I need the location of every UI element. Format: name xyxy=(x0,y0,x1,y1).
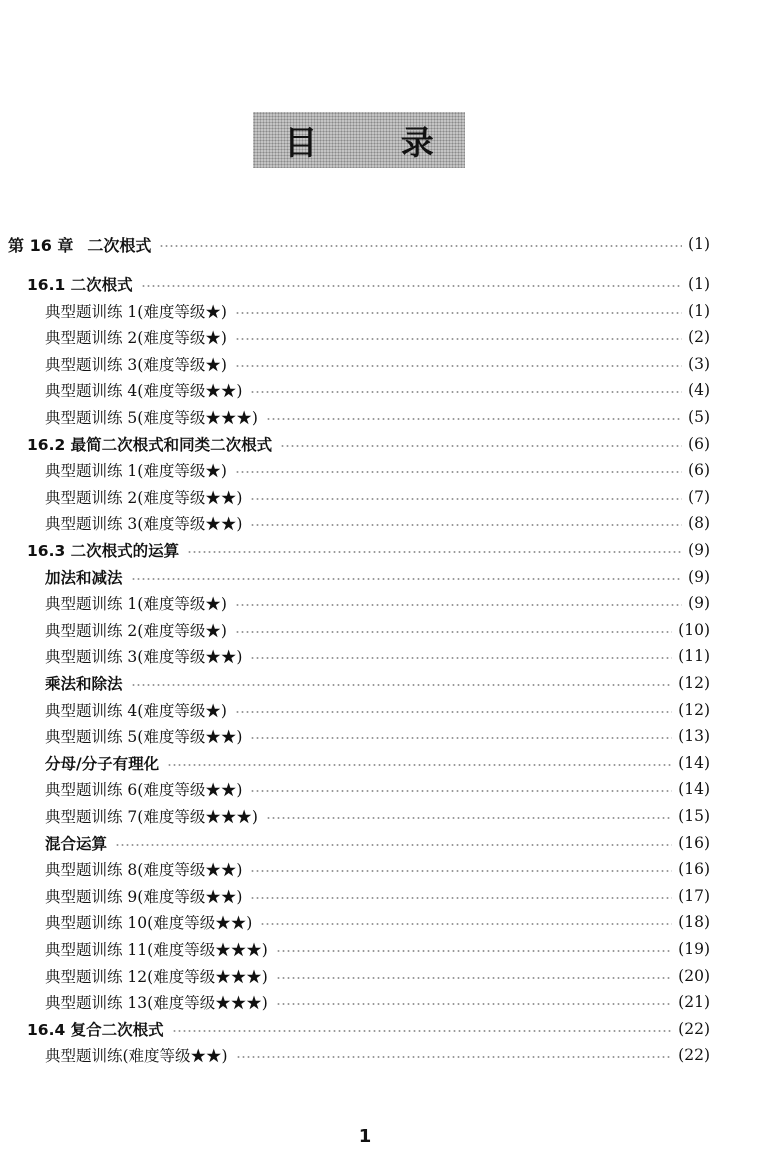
dot-leader xyxy=(266,418,682,420)
entry-page: (22) xyxy=(678,1019,710,1038)
entry-page: (12) xyxy=(678,674,710,692)
dot-leader xyxy=(266,817,672,819)
entry-page: (18) xyxy=(678,913,710,932)
dot-leader xyxy=(172,1030,673,1032)
entry-page: (1) xyxy=(688,275,710,293)
entry-page: (16) xyxy=(678,860,710,879)
entry-label: 典型题训练 13(难度等级★★★) xyxy=(45,994,268,1013)
entry-page: (21) xyxy=(678,993,710,1012)
entry-label: 典型题训练 10(难度等级★★) xyxy=(45,914,253,933)
entry-page: (3) xyxy=(688,354,710,373)
section-entry[interactable] xyxy=(27,1017,710,1041)
dot-leader xyxy=(250,657,672,659)
subsection-entry[interactable] xyxy=(45,751,710,775)
entry-page: (6) xyxy=(688,461,710,480)
entry-label: 典型题训练 2(难度等级★) xyxy=(45,621,227,640)
entry-page: (10) xyxy=(678,620,710,639)
entry-page: (9) xyxy=(688,567,710,586)
chapter-label: 第 16 章 二次根式 xyxy=(8,235,152,255)
dot-leader xyxy=(235,471,682,473)
toc-entry[interactable] xyxy=(45,724,710,748)
dot-leader xyxy=(115,844,672,846)
toc-entry[interactable] xyxy=(45,804,710,828)
entry-label: 典型题训练(难度等级★★) xyxy=(45,1047,228,1066)
dot-leader xyxy=(131,684,673,686)
entry-label: 分母/分子有理化 xyxy=(45,753,160,773)
dot-leader xyxy=(276,977,672,979)
subsection-entry[interactable] xyxy=(45,565,710,589)
entry-label: 典型题训练 1(难度等级★) xyxy=(45,462,227,481)
toc-entry[interactable] xyxy=(45,485,710,509)
entry-page: (14) xyxy=(678,780,710,799)
page-number: 1 xyxy=(358,1126,372,1147)
toc-entry[interactable] xyxy=(45,511,710,535)
dot-leader xyxy=(141,285,682,287)
dot-leader xyxy=(236,1056,673,1058)
entry-label: 典型题训练 12(难度等级★★★) xyxy=(45,967,268,986)
entry-label: 典型题训练 2(难度等级★★) xyxy=(45,488,243,507)
entry-page: (8) xyxy=(688,514,710,533)
dot-leader xyxy=(235,365,682,367)
toc-entry[interactable] xyxy=(45,299,710,323)
dot-leader xyxy=(280,445,682,447)
entry-page: (19) xyxy=(678,940,710,958)
entry-label: 典型题训练 3(难度等级★) xyxy=(45,355,227,374)
entry-label: 加法和减法 xyxy=(45,567,123,587)
entry-page: (9) xyxy=(688,594,710,613)
dot-leader xyxy=(260,923,672,925)
toc-entry[interactable] xyxy=(45,644,710,668)
chapter-page: (1) xyxy=(688,235,710,253)
section-entry[interactable] xyxy=(27,538,710,562)
dot-leader xyxy=(235,338,682,340)
entry-label: 典型题训练 7(难度等级★★★) xyxy=(45,808,258,826)
toc-entry[interactable] xyxy=(45,1043,710,1067)
entry-label: 典型题训练 1(难度等级★) xyxy=(45,302,227,321)
entry-page: (14) xyxy=(678,753,710,772)
dot-leader xyxy=(250,524,682,526)
entry-page: (16) xyxy=(678,833,710,852)
entry-label: 典型题训练 8(难度等级★★) xyxy=(45,861,243,880)
entry-page: (4) xyxy=(688,381,710,400)
dot-leader xyxy=(235,312,682,314)
section-entry[interactable] xyxy=(27,432,710,456)
subsection-entry[interactable] xyxy=(45,671,710,695)
toc-entry[interactable] xyxy=(45,884,710,908)
dot-leader xyxy=(235,604,682,606)
toc-entry[interactable] xyxy=(45,591,710,615)
entry-page: (17) xyxy=(678,886,710,905)
entry-page: (2) xyxy=(688,328,710,347)
chapter-entry[interactable] xyxy=(8,232,710,256)
toc-entry[interactable] xyxy=(45,352,710,376)
entry-page: (11) xyxy=(678,647,710,666)
toc-entry[interactable] xyxy=(45,325,710,349)
toc-title: 目 录 xyxy=(284,122,470,162)
dot-leader xyxy=(235,711,672,713)
dot-leader xyxy=(250,790,672,792)
toc-entry[interactable] xyxy=(45,777,710,801)
toc-entry[interactable] xyxy=(45,618,710,642)
entry-page: (22) xyxy=(678,1046,710,1065)
entry-label: 混合运算 xyxy=(45,833,108,853)
entry-page: (6) xyxy=(688,434,710,453)
toc-entry[interactable] xyxy=(45,937,710,961)
dot-leader xyxy=(235,631,672,633)
toc-title-banner xyxy=(253,112,470,168)
toc-entry[interactable] xyxy=(45,910,710,934)
toc-entry[interactable] xyxy=(45,458,710,482)
section-entry[interactable] xyxy=(27,272,710,296)
entry-page: (12) xyxy=(678,700,710,719)
entry-label: 16.2 最简二次根式和同类二次根式 xyxy=(27,435,273,454)
dot-leader xyxy=(250,870,672,872)
entry-label: 乘法和除法 xyxy=(45,674,123,693)
entry-label: 典型题训练 1(难度等级★) xyxy=(45,595,227,614)
toc-entry[interactable] xyxy=(45,857,710,881)
dot-leader xyxy=(167,764,672,766)
toc-entry[interactable] xyxy=(45,405,710,429)
entry-page: (5) xyxy=(688,408,710,426)
entry-label: 典型题训练 5(难度等级★★★) xyxy=(45,409,258,427)
dot-leader xyxy=(250,737,672,739)
toc-entry[interactable] xyxy=(45,964,710,988)
dot-leader xyxy=(276,1003,672,1005)
dot-leader xyxy=(131,578,683,580)
entry-label: 16.1 二次根式 xyxy=(27,276,133,294)
entry-label: 16.4 复合二次根式 xyxy=(27,1020,164,1039)
entry-page: (15) xyxy=(678,807,710,825)
toc-entry[interactable] xyxy=(45,698,710,722)
entry-label: 典型题训练 4(难度等级★★) xyxy=(45,382,243,401)
entry-label: 典型题训练 5(难度等级★★) xyxy=(45,728,243,747)
dot-leader xyxy=(250,498,682,500)
entry-page: (1) xyxy=(688,301,710,320)
dot-leader xyxy=(276,950,672,952)
subsection-entry[interactable] xyxy=(45,831,710,855)
toc-entry[interactable] xyxy=(45,990,710,1014)
entry-label: 典型题训练 3(难度等级★★) xyxy=(45,648,243,667)
entry-page: (7) xyxy=(688,487,710,506)
entry-label: 典型题训练 2(难度等级★) xyxy=(45,329,227,348)
dot-leader xyxy=(250,897,672,899)
entry-label: 典型题训练 3(难度等级★★) xyxy=(45,515,243,534)
entry-label: 典型题训练 6(难度等级★★) xyxy=(45,781,243,800)
entry-label: 16.3 二次根式的运算 xyxy=(27,542,180,560)
dot-leader xyxy=(250,391,682,393)
entry-page: (13) xyxy=(678,727,710,746)
entry-page: (20) xyxy=(678,966,710,985)
entry-label: 典型题训练 9(难度等级★★) xyxy=(45,887,243,906)
toc-entry[interactable] xyxy=(45,378,710,402)
entry-label: 典型题训练 4(难度等级★) xyxy=(45,701,227,720)
dot-leader xyxy=(187,551,682,553)
dot-leader xyxy=(159,245,682,247)
entry-label: 典型题训练 11(难度等级★★★) xyxy=(45,941,268,959)
entry-page: (9) xyxy=(688,541,710,559)
